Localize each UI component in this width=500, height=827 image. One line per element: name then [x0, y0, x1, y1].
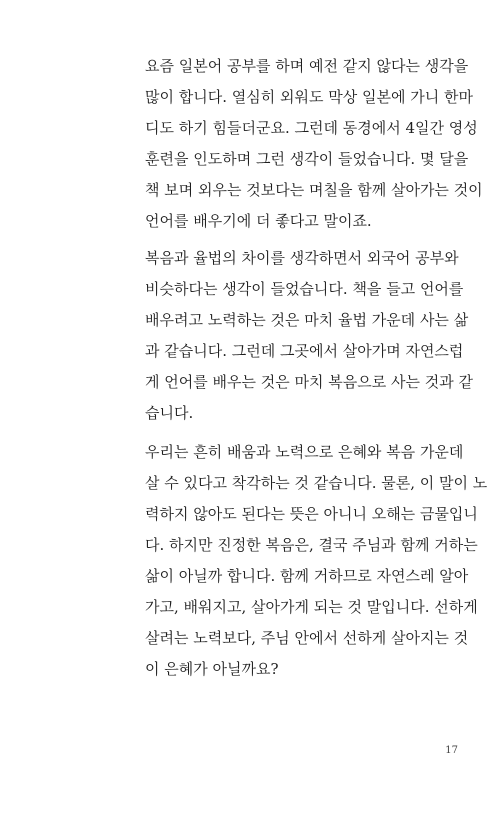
text-line: 습니다.	[145, 404, 194, 422]
text-line: 게 언어를 배우는 것은 마치 복음으로 사는 것과 같	[145, 373, 473, 391]
text-line: 우리는 흔히 배움과 노력으로 은혜와 복음 가운데	[145, 443, 464, 461]
text-line: 책 보며 외우는 것보다는 며칠을 함께 살아가는 것이	[145, 181, 483, 199]
text-line: 복음과 율법의 차이를 생각하면서 외국어 공부와	[145, 249, 459, 267]
text-line: 살려는 노력보다, 주님 안에서 선하게 살아지는 것	[145, 629, 469, 647]
text-line: 살 수 있다고 착각하는 것 같습니다. 물론, 이 말이 노	[145, 474, 488, 492]
text-line: 요즘 일본어 공부를 하며 예전 같지 않다는 생각을	[145, 57, 469, 75]
text-line: 훈련을 인도하며 그런 생각이 들었습니다. 몇 달을	[145, 150, 469, 168]
page-number: 17	[445, 745, 458, 756]
text-line: 다. 하지만 진정한 복음은, 결국 주님과 함께 거하는	[145, 536, 478, 554]
text-line: 배우려고 노력하는 것은 마치 율법 가운데 사는 삶	[145, 311, 469, 329]
paragraph-3	[145, 437, 488, 685]
paragraph-1	[145, 51, 483, 237]
text-line: 디도 하기 힘들더군요. 그런데 동경에서 4일간 영성	[145, 119, 478, 137]
text-line: 삶이 아닐까 합니다. 함께 거하므로 자연스레 알아	[145, 567, 469, 585]
text-line: 과 같습니다. 그런데 그곳에서 살아가며 자연스럽	[145, 342, 464, 360]
text-line: 이 은혜가 아닐까요?	[145, 660, 279, 678]
paragraph-2	[145, 243, 473, 429]
text-line: 가고, 배워지고, 살아가게 되는 것 말입니다. 선하게	[145, 598, 478, 616]
text-line: 력하지 않아도 된다는 뜻은 아니니 오해는 금물입니	[145, 505, 478, 523]
text-line: 많이 합니다. 열심히 외워도 막상 일본에 가니 한마	[145, 88, 473, 106]
text-line: 언어를 배우기에 더 좋다고 말이죠.	[145, 212, 372, 230]
text-line: 비슷하다는 생각이 들었습니다. 책을 들고 언어를	[145, 280, 464, 298]
